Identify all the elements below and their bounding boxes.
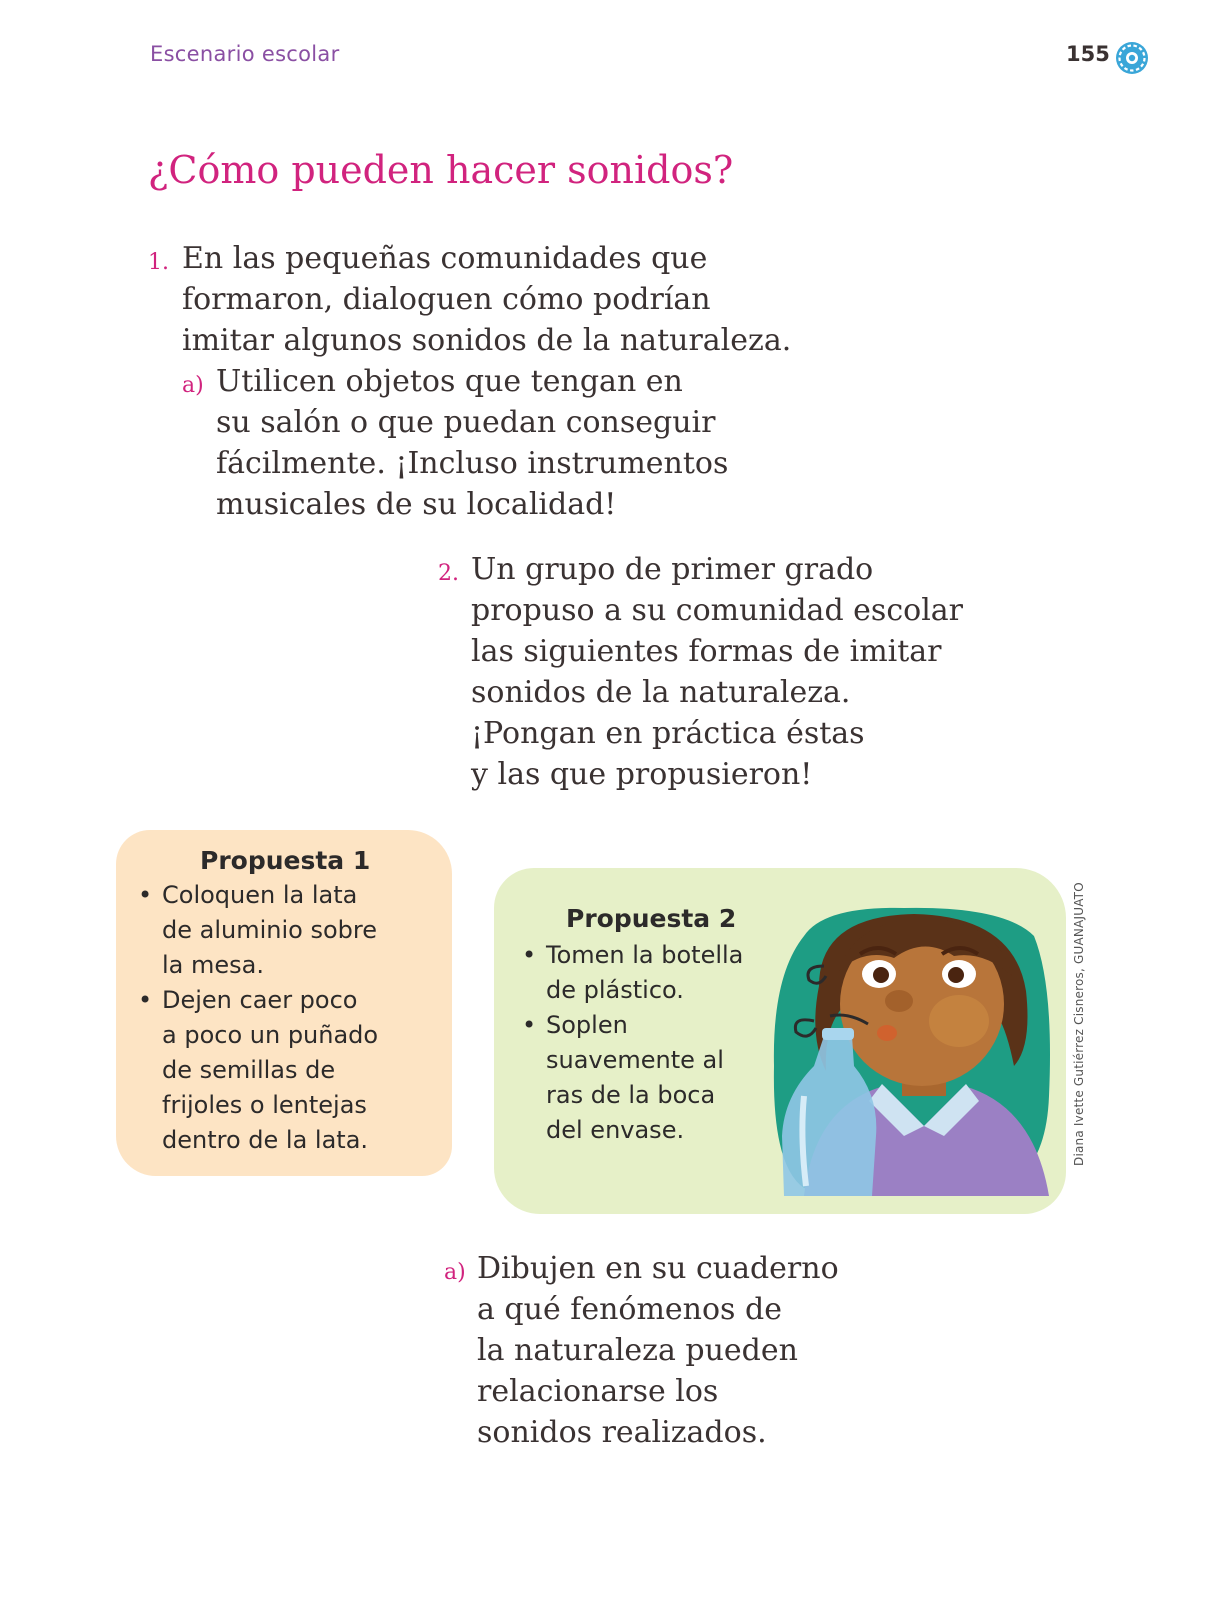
- text-line: las siguientes formas de imitar: [471, 634, 942, 669]
- list-item: [162, 983, 378, 1158]
- page-number: 155: [1066, 42, 1110, 66]
- text-line: a poco un puñado: [162, 1021, 379, 1049]
- section-label: Escenario escolar: [150, 42, 340, 66]
- text-line: de semillas de: [162, 1056, 336, 1084]
- bullet-dot: •: [138, 881, 153, 909]
- illustration-credit: Diana Ivette Gutiérrez Cisneros, GUANAJUATO: [1072, 882, 1086, 1166]
- text-line: de aluminio sobre: [162, 916, 377, 944]
- star-badge-icon: [1114, 40, 1150, 76]
- text-line: sonidos de la naturaleza.: [471, 675, 851, 710]
- bullet-dot: •: [522, 1011, 537, 1039]
- text-line: frijoles o lentejas: [162, 1091, 367, 1119]
- text-line: Dibujen en su cuaderno: [477, 1251, 839, 1286]
- bullet-dot: •: [138, 986, 153, 1014]
- text-line: la mesa.: [162, 951, 264, 979]
- text-line: ¡Pongan en práctica éstas: [471, 716, 865, 751]
- text-line: Coloquen la lata: [162, 881, 358, 909]
- text-line: sonidos realizados.: [477, 1415, 767, 1450]
- text-line: Un grupo de primer grado: [471, 552, 874, 587]
- item-number: 1.: [148, 250, 169, 275]
- text-line: dentro de la lata.: [162, 1126, 369, 1154]
- text-line: propuso a su comunidad escolar: [471, 593, 964, 628]
- list-item: [546, 938, 743, 1008]
- text-line: Tomen la botella: [546, 941, 744, 969]
- text-line: ras de la boca: [546, 1081, 716, 1109]
- text-line: relacionarse los: [477, 1374, 719, 1409]
- text-line: suavemente al: [546, 1046, 724, 1074]
- text-line: Soplen: [546, 1011, 628, 1039]
- sub-item-marker: a): [182, 373, 204, 398]
- text-line: la naturaleza pueden: [477, 1333, 798, 1368]
- text-line: de plástico.: [546, 976, 684, 1004]
- text-line: formaron, dialoguen cómo podrían: [182, 282, 711, 317]
- text-line: del envase.: [546, 1116, 685, 1144]
- proposal-1-card: [116, 830, 452, 1176]
- proposal-1-title: Propuesta 1: [200, 846, 371, 875]
- text-line: y las que propusieron!: [471, 757, 813, 792]
- proposal-2-title: Propuesta 2: [566, 904, 737, 933]
- text-line: imitar algunos sonidos de la naturaleza.: [182, 323, 792, 358]
- item-number: 2.: [438, 561, 459, 586]
- text-line: En las pequeñas comunidades que: [182, 241, 708, 276]
- proposal-2-card: [494, 868, 1066, 1214]
- text-line: fácilmente. ¡Incluso instrumentos: [216, 446, 729, 481]
- text-line: Dejen caer poco: [162, 986, 358, 1014]
- list-item: [546, 1008, 724, 1148]
- text-line: Utilicen objetos que tengan en: [216, 364, 683, 399]
- bullet-dot: •: [522, 941, 537, 969]
- text-line: a qué fenómenos de: [477, 1292, 782, 1327]
- list-item: [162, 878, 377, 983]
- text-line: su salón o que puedan conseguir: [216, 405, 716, 440]
- page-title: ¿Cómo pueden hacer sonidos?: [148, 148, 734, 192]
- text-line: musicales de su localidad!: [216, 487, 617, 522]
- sub-item-marker: a): [444, 1260, 466, 1285]
- child-blowing-bottle-illustration: [764, 896, 1064, 1196]
